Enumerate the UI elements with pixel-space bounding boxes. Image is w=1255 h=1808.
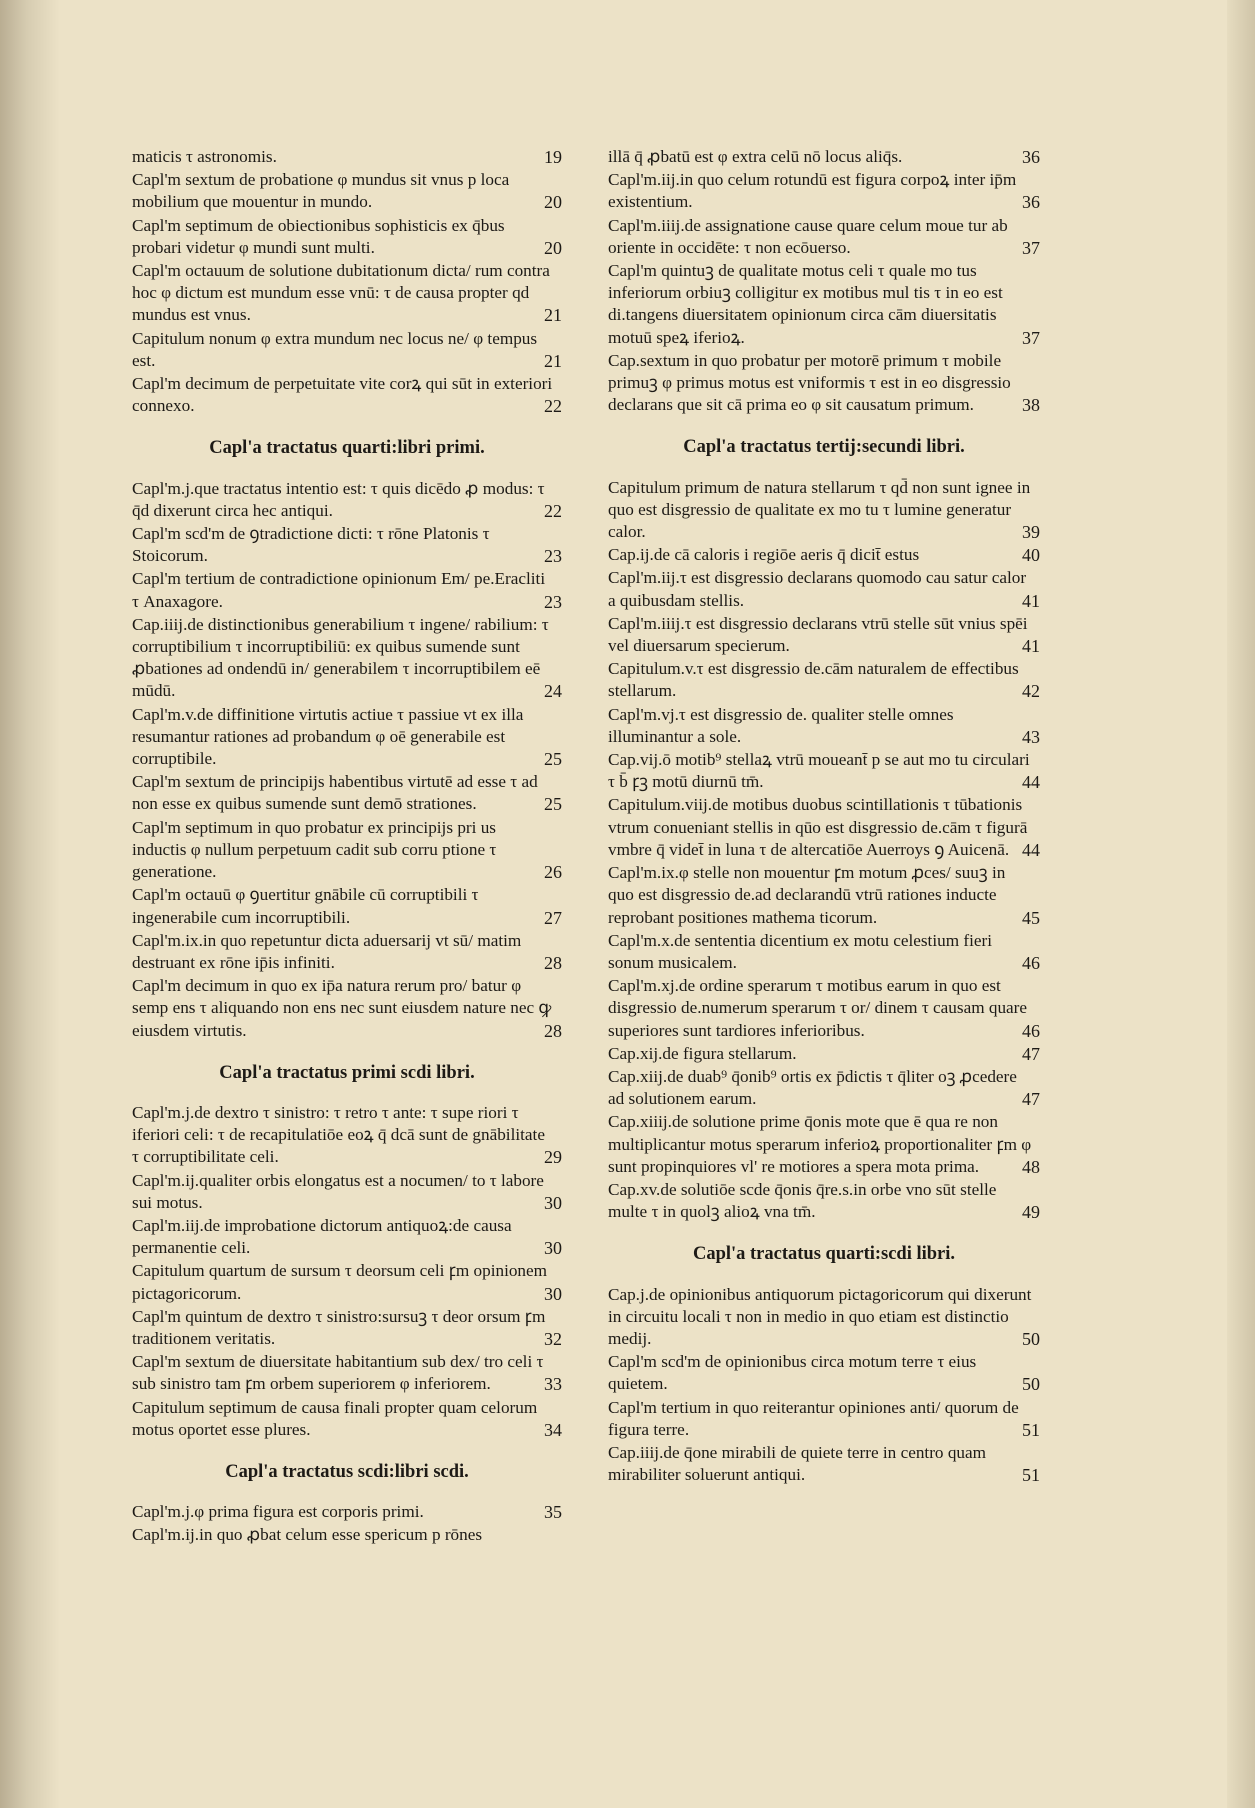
page-number: 25 [544,749,562,770]
toc-entry [608,975,1040,1042]
toc-entry [608,477,1040,544]
page-number: 51 [1022,1419,1040,1440]
toc-entry [132,817,562,884]
toc-entry [608,544,1040,566]
toc-entry [608,794,1040,861]
page-number: 47 [1022,1043,1040,1064]
toc-entry [608,704,1040,748]
entry-text: Capl'm octauum de solutione dubitationum dicta/ rum contra hoc φ dictum est mundum esse vnū: τ de causa propter qd mundus est vnus. [132,261,550,325]
toc-entry [608,862,1040,929]
page-number: 26 [544,862,562,883]
entry-text: Capl'm decimum de perpetuitate vite corꝝ qui sūt in exteriori connexo. [132,374,553,416]
entry-text: Capitulum septimum de causa finali propter quam celorum motus oportet esse plures. [132,1397,538,1439]
page-number: 50 [1022,1374,1040,1395]
page-number: 28 [544,952,562,973]
toc-entry [608,169,1040,213]
entry-text: Capitulum primum de natura stellarum τ qd̄ non sunt ignee in quo est disgressio de qualitate ex mo tu τ lumine generatur calor. [608,477,1031,542]
toc-entry [608,1284,1040,1351]
page-number: 36 [1022,192,1040,213]
entry-text: Capl'm quintuꝫ de qualitate motus celi τ quale mo tus inferiorum orbiuꝫ colligitur ex motibus mul tis τ in eo est di.tangens diuersitatem opinionum circa cām diuersitatis motuū speꝝ iferioꝝ. [608,261,1003,347]
toc-entry [608,1179,1040,1223]
entry-text: Capl'm sextum de probatione φ mundus sit vnus p loca mobilium que mouentur in mundo. [132,170,510,212]
entry-text: Capl'm.iij.in quo celum rotundū est figura corpoꝝ inter ip̄m existentium. [608,170,1017,212]
toc-entry [132,930,562,974]
toc-entry [608,350,1040,417]
toc-entry [132,568,562,612]
toc-entry [608,1043,1040,1065]
toc-entry [132,1260,562,1304]
entry-text: Capl'm octauū φ ꝯuertitur gnābile cū corruptibili τ ingenerabile cum incorruptibili. [132,885,479,927]
entry-text: Capl'm.iiij.de assignatione cause quare celum moue tur ab oriente in occidēte: τ non ecōuerso. [608,215,1008,257]
entry-text: Capl'm septimum de obiectionibus sophisticis ex q̄bus probari videtur φ mundi sunt multi. [132,215,505,257]
page-number: 20 [544,237,562,258]
toc-entry [132,1306,562,1350]
page-number: 34 [544,1419,562,1440]
toc-entry [608,658,1040,702]
page-number: 27 [544,907,562,928]
page-number: 40 [1022,545,1040,566]
right-column [608,146,1040,1487]
toc-entry [132,1215,562,1259]
page-number: 23 [544,591,562,612]
page-number: 46 [1022,1020,1040,1041]
page-number: 33 [544,1374,562,1395]
entry-text: Capl'm.iij.τ est disgressio declarans quomodo cau satur calor a quibusdam stellis. [608,568,1027,610]
entry-text: maticis τ astronomis. [132,147,277,166]
page-number: 30 [544,1283,562,1304]
entry-text: Capl'm tertium in quo reiterantur opiniones anti/ quorum de figura terre. [608,1397,1019,1439]
page-number: 30 [544,1238,562,1259]
toc-entry [132,215,562,259]
toc-entry [132,1397,562,1441]
page-number: 21 [544,350,562,371]
entry-text: Capitulum.viij.de motibus duobus scintillationis τ tūbationis vtrum conueniant stellis in qūo est disgressio de.cām τ figurā vmbre q̄ videt̄ in luna τ de altercatiōe Auerroys ꝯ Auicenā. [608,795,1028,859]
page-number: 21 [544,305,562,326]
entry-text: Cap.xiiij.de solutione prime q̄onis mote que ē qua re non multiplicantur motus sperarum inferioꝝ proportionaliter ꝼm φ sunt propinquiores vl' re motiores a spera mota prima. [608,1112,1032,1176]
entry-text: Capl'm.j.que tractatus intentio est: τ quis dicēdo ꝓ modus: τ q̄d dixerunt circa hec antiqui. [132,478,545,520]
entry-text: Capl'm septimum in quo probatur ex principijs pri us inductis φ nullum perpetuum cadit sub corru ptione τ generatione. [132,817,497,882]
page-number: 43 [1022,726,1040,747]
page-number: 22 [544,396,562,417]
toc-entry [132,771,562,815]
entry-text: Capl'm sextum de diuersitate habitantium sub dex/ tro celi τ sub sinistro tam ꝼm orbem superiorem φ inferiorem. [132,1352,544,1394]
left-column [132,146,562,1548]
toc-entry [608,613,1040,657]
toc-entry [608,146,1040,168]
entry-text: Cap.sextum in quo probatur per motorē primum τ mobile primuꝫ φ primus motus est vniformis τ est in eo disgressio declarans que sit cā prima eo φ sit causatum primum. [608,350,1011,415]
entry-text: Capl'm.xj.de ordine sperarum τ motibus earum in quo est disgressio de.numerum sperarum τ or/ dinem τ causam quare superiores sunt tardiores inferioribus. [608,976,1028,1040]
entry-text: Capl'm.iiij.τ est disgressio declarans vtrū stelle sūt vnius spēi vel diuersarum specierum. [608,613,1028,656]
entry-text: Capl'm tertium de contradictione opinionum Em/ pe.Eracliti τ Anaxagore. [132,569,546,611]
entry-text: Capitulum quartum de sursum τ deorsum celi ꝼm opinionem pictagoricorum. [132,1261,548,1303]
entry-text: Capl'm.ij.qualiter orbis elongatus est a nocumen/ to τ labore sui motus. [132,1170,544,1212]
page-number: 36 [1022,147,1040,167]
page-number: 37 [1022,327,1040,348]
page-number: 24 [544,681,562,702]
toc-entry [132,975,562,1042]
page-number: 25 [544,794,562,815]
entry-text: Capitulum.v.τ est disgressio de.cām naturalem de effectibus stellarum. [608,659,1019,701]
page-number: 44 [1022,839,1040,860]
section-heading: Capl'a tractatus primi scdi libri. [219,1062,475,1083]
toc-entry [132,1501,562,1523]
entry-text: Capl'm.ij.in quo ꝓbat celum esse spericum p rōnes [132,1525,483,1545]
toc-entry [132,1524,562,1546]
entry-text: Cap.iiij.de distinctionibus generabilium τ ingene/ rabilium: τ corruptibilium τ incorruptibiliū: ex quibus sumende sunt ꝓbationes ad ondendū in/ generabilem τ incorruptibilem eē mūdū. [132,614,549,701]
toc-entry [132,146,562,168]
page-number: 48 [1022,1156,1040,1177]
page-number: 41 [1022,590,1040,611]
toc-entry [132,478,562,522]
page-number: 28 [544,1020,562,1041]
page-number: 46 [1022,952,1040,973]
entry-text: Cap.xij.de figura stellarum. [608,1043,797,1063]
toc-entry [132,1102,562,1169]
entry-text: Capl'm decimum in quo ex ip̄a natura rerum pro/ batur φ semp ens τ aliquando non ens nec sunt eiusdem nature nec ꝙ eiusdem virtutis. [132,976,552,1040]
page-number: 29 [544,1147,562,1168]
entry-text: Cap.xiij.de duab⁹ q̄onib⁹ ortis ex p̄dictis τ q̄liter oꝫ ꝓcedere ad solutionem earum. [608,1066,1017,1109]
entry-text: Cap.xv.de solutiōe scde q̄onis q̄re.s.in orbe vno sūt stelle multe τ in quolꝫ alioꝝ vna tm̄. [608,1179,997,1222]
entry-text: Capl'm.v.de diffinitione virtutis actiue τ passiue vt ex illa resumantur rationes ad probandum φ oē generabile est corruptibile. [132,704,524,769]
entry-text: Capl'm.j.φ prima figura est corporis primi. [132,1502,424,1522]
entry-text: Capitulum nonum φ extra mundum nec locus ne/ φ tempus est. [132,328,538,370]
page-number: 51 [1022,1465,1040,1486]
entry-text: Capl'm.x.de sententia dicentium ex motu celestium fieri sonum musicalem. [608,930,992,972]
toc-entry [608,260,1040,349]
entry-text: Capl'm scd'm de opinionibus circa motum terre τ eius quietem. [608,1352,977,1394]
entry-text: Capl'm.vj.τ est disgressio de. qualiter stelle omnes illuminantur a sole. [608,704,954,746]
entry-text: Capl'm.ix.in quo repetuntur dicta aduersarij vt sū/ matim destruant ex rōne ip̄is infiniti. [132,930,522,972]
page-number: 38 [1022,395,1040,416]
toc-entry [132,260,562,327]
toc-entry [132,1351,562,1395]
page-number: 49 [1022,1202,1040,1223]
page-number: 23 [544,546,562,567]
toc-entry [608,749,1040,793]
section-heading: Capl'a tractatus quarti:scdi libri. [692,1244,956,1265]
page-number: 22 [544,500,562,521]
toc-entry [132,169,562,213]
entry-text: Cap.j.de opinionibus antiquorum pictagoricorum qui dixerunt in circuitu locali τ non in medio in quo etiam est distinctio medij. [608,1284,1032,1348]
toc-entry [132,884,562,928]
entry-text: illā q̄ ꝓbatū est φ extra celū nō locus aliq̄s. [608,147,903,166]
page-number: 44 [1022,772,1040,793]
page-number: 45 [1022,907,1040,928]
toc-entry [132,704,562,771]
entry-text: Capl'm.ix.φ stelle non mouentur ꝼm motum ꝓces/ suuꝫ in quo est disgressio de.ad declarandū vtrū rationes inducte reprobant positiones mathema ticorum. [608,863,1006,927]
page-number: 42 [1022,681,1040,702]
toc-entry [608,930,1040,974]
toc-entry [608,1397,1040,1441]
entry-text: Cap.vij.ō motib⁹ stellaꝝ vtrū moueant̄ p se aut mo tu circulari τ b̄ ꝼꝫ motū diurnū tm̄. [608,750,1030,792]
page-number: 19 [544,147,562,167]
toc-entry [132,373,562,417]
toc-entry [132,614,562,703]
page-number: 47 [1022,1089,1040,1110]
toc-entry [608,215,1040,259]
page-number: 30 [544,1192,562,1213]
page-number: 50 [1022,1328,1040,1349]
page-number: 41 [1022,636,1040,657]
page-number: 20 [544,192,562,213]
entry-text: Capl'm.j.de dextro τ sinistro: τ retro τ ante: τ supe riori τ iferiori celi: τ de recapitulatiōe eoꝝ q̄ dcā sunt de gnābilitate τ corruptibilitate celi. [132,1102,545,1167]
entry-text: Capl'm.iij.de improbatione dictorum antiquoꝝ:de causa permanentie celi. [132,1215,512,1258]
page-number: 32 [544,1328,562,1349]
page-number: 39 [1022,522,1040,543]
toc-entry [132,523,562,567]
entry-text: Cap.iiij.de q̄one mirabili de quiete terre in centro quam mirabiliter soluerunt antiqui. [608,1442,986,1485]
toc-entry [608,1111,1040,1178]
section-heading: Capl'a tractatus tertij:secundi libri. [683,437,965,458]
toc-entry [132,1170,562,1214]
entry-text: Cap.ij.de cā caloris i regiōe aeris q̄ dicit̄ estus [608,545,920,565]
entry-text: Capl'm scd'm de ꝯtradictione dicti: τ rōne Platonis τ Stoicorum. [132,524,490,566]
toc-entry [608,567,1040,611]
toc-entry [608,1066,1040,1110]
entry-text: Capl'm quintum de dextro τ sinistro:sursuꝫ τ deor orsum ꝼm traditionem veritatis. [132,1306,546,1348]
toc-entry [132,328,562,372]
page-number: 37 [1022,237,1040,258]
page-number: 35 [544,1502,562,1523]
section-heading: Capl'a tractatus quarti:libri primi. [209,438,485,459]
entry-text: Capl'm sextum de principijs habentibus virtutē ad esse τ ad non esse ex quibus sumende sunt demō strationes. [132,772,538,814]
toc-entry [608,1442,1040,1486]
section-heading: Capl'a tractatus scdi:libri scdi. [225,1461,469,1482]
toc-entry [608,1351,1040,1395]
